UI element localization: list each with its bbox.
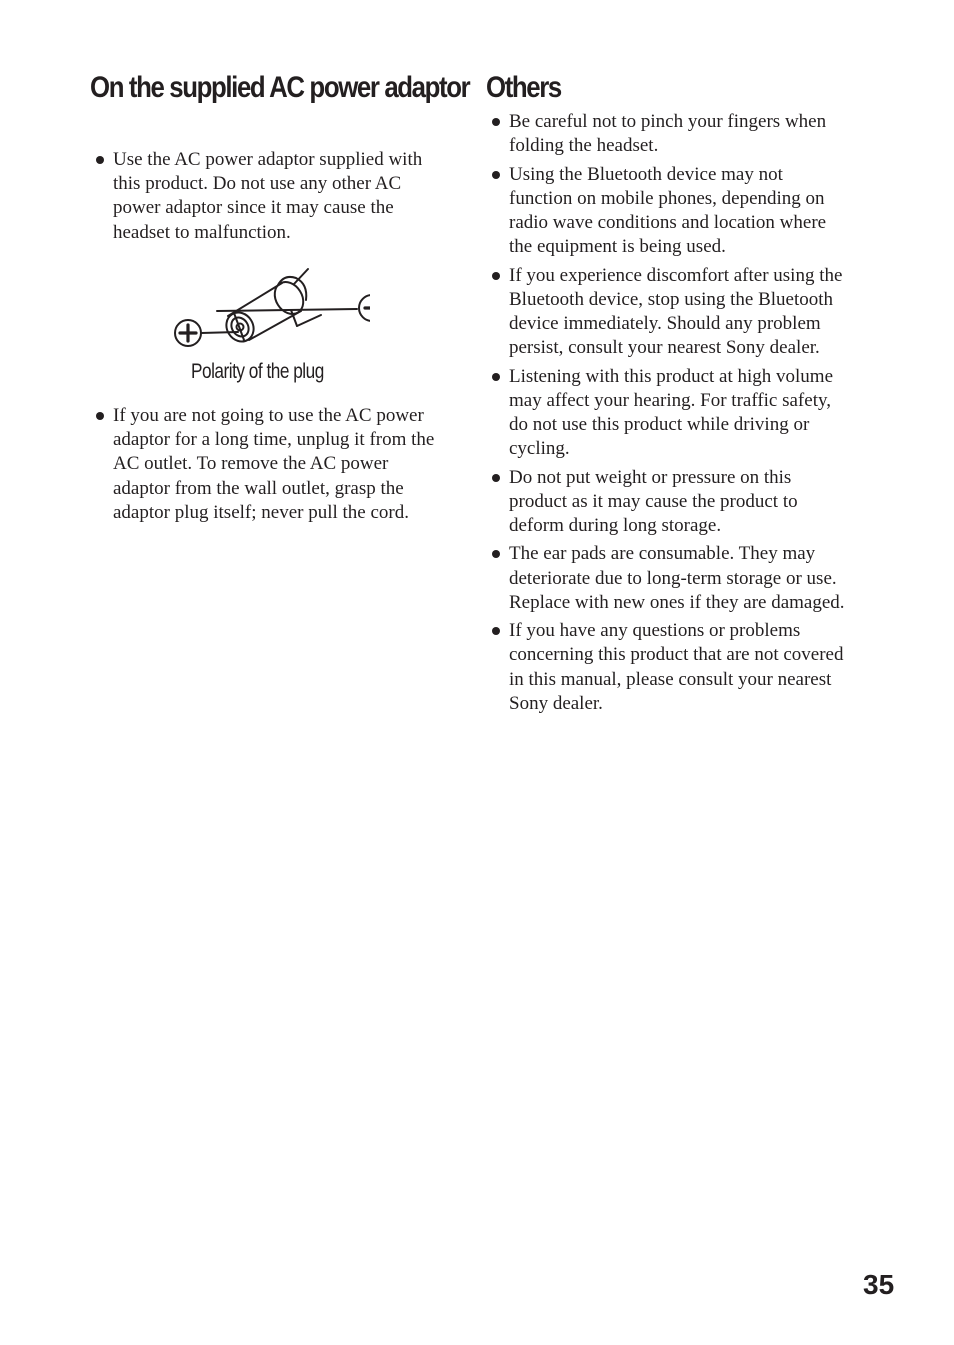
bullet-icon (492, 373, 500, 381)
list-item (486, 264, 846, 361)
list-item (486, 619, 846, 716)
list-item (486, 365, 846, 462)
others-bullet-list (486, 110, 846, 720)
list-item-text: Be careful not to pinch your fingers when folding the headset. (509, 111, 827, 157)
list-item (486, 110, 846, 158)
ac-adaptor-bullet-list (90, 148, 440, 249)
list-item (486, 163, 846, 260)
section-title-ac-adaptor: On the supplied AC power adaptor (90, 71, 470, 104)
ac-adaptor-bullet-list-2 (90, 404, 440, 529)
list-item (486, 542, 846, 615)
bullet-icon (492, 171, 500, 179)
list-item-text: If you experience discomfort after using the Bluetooth device, stop using the Bluetooth device immediately. Should any problem persist, consult your nearest Sony dealer. (509, 264, 843, 359)
bullet-icon (492, 627, 500, 635)
page-number: 35 (863, 1269, 895, 1300)
list-item (90, 404, 440, 525)
list-item-text: Listening with this product at high volume may affect your hearing. For traffic safety, do not use this product while driving or cycling. (509, 365, 834, 460)
list-item-text: Use the AC power adaptor supplied with this product. Do not use any other AC power adaptor since it may cause the headset to malfunction. (113, 149, 423, 243)
list-item-text: If you are not going to use the AC power adaptor for a long time, unplug it from the AC outlet. To remove the AC power adaptor from the wall outlet, grasp the adaptor plug itself; never pull the cord. (113, 405, 435, 523)
list-item-text: Do not put weight or pressure on this product as it may cause the product to deform during long storage. (509, 466, 798, 536)
bullet-icon (492, 272, 500, 280)
bullet-icon (492, 474, 500, 482)
list-item-text: Using the Bluetooth device may not function on mobile phones, depending on radio wave conditions and location where the equipment is being used. (509, 163, 827, 258)
bullet-icon (492, 118, 500, 126)
list-item-text: If you have any questions or problems concerning this product that are not covered in this manual, please consult your nearest Sony dealer. (509, 620, 844, 714)
bullet-icon (492, 550, 500, 558)
section-title-others: Others (486, 71, 561, 104)
list-item-text: The ear pads are consumable. They may deteriorate due to long-term storage or use. Replace with new ones if they are damaged. (509, 543, 845, 613)
list-item (486, 466, 846, 539)
plug-polarity-icon (170, 264, 370, 350)
list-item (90, 148, 440, 245)
bullet-icon (96, 412, 104, 420)
figure-caption: Polarity of the plug (191, 360, 324, 383)
bullet-icon (96, 156, 104, 164)
